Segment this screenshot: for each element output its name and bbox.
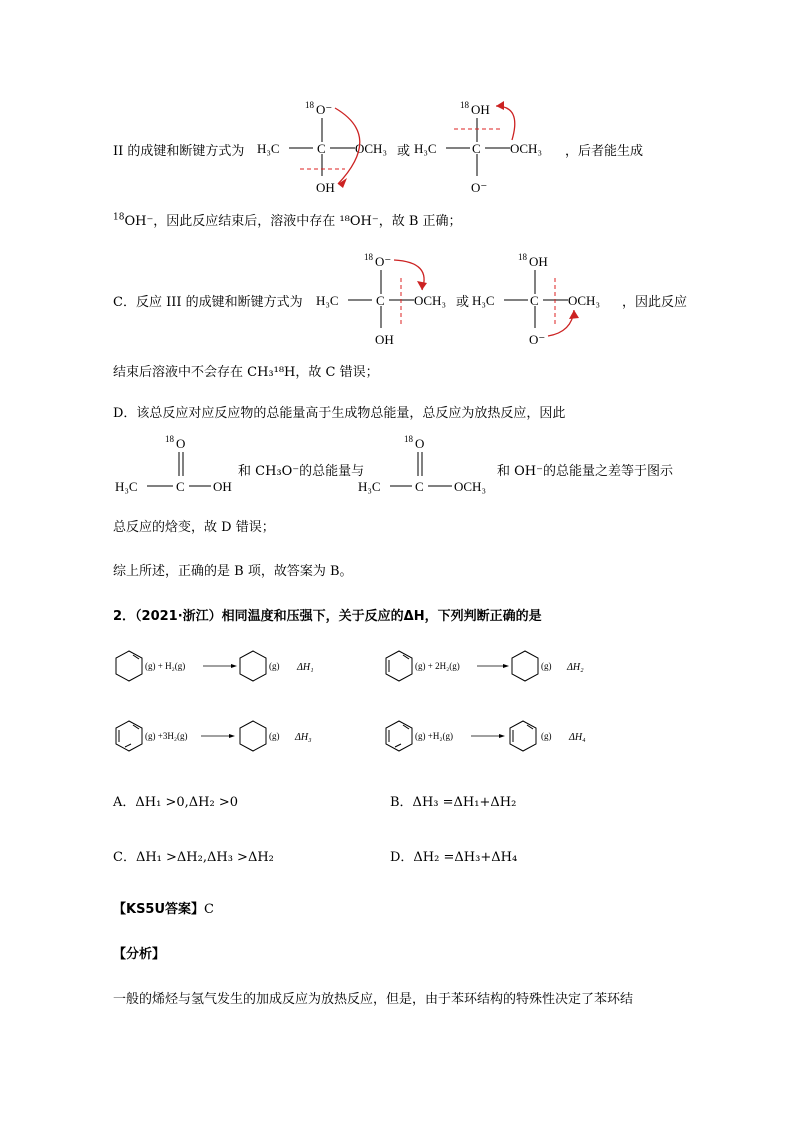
section-ii-line2 <box>113 210 462 229</box>
och3-label: OCH₃ <box>355 141 387 156</box>
svg-text:OCH₃: OCH₃ <box>510 141 542 156</box>
answer-label: 【KS5U答案】 <box>113 902 205 917</box>
svg-text:OH: OH <box>375 332 394 347</box>
analysis-label: 【分析】 <box>113 947 166 962</box>
svg-text:H₃C: H₃C <box>358 479 381 494</box>
svg-text:H₃C: H₃C <box>316 293 339 308</box>
reaction-3 <box>113 718 333 758</box>
svg-text:O: O <box>176 436 186 451</box>
ester-intermediate-structure-2 <box>412 96 562 200</box>
methyl-acetate-o18-structure <box>356 430 506 498</box>
svg-text:18: 18 <box>518 252 527 262</box>
reaction-1-product: (g) <box>269 661 280 671</box>
svg-text:H₃C: H₃C <box>115 479 138 494</box>
reaction-4-dh: ΔH₄ <box>569 732 586 743</box>
reaction-3-lhs: (g) +3H₂(g) <box>145 731 188 741</box>
svg-text:OH: OH <box>213 479 232 494</box>
svg-text:O⁻: O⁻ <box>471 180 488 195</box>
section-c-line2: 结束后溶液中不会存在 CH₃¹⁸H，故 C 错误； <box>113 365 379 380</box>
svg-text:H₃C: H₃C <box>472 293 495 308</box>
o-minus-label: O⁻ <box>316 102 333 117</box>
reaction-1 <box>113 648 333 688</box>
reaction-4-lhs: (g) +H₂(g) <box>415 731 453 741</box>
section-d-line1: D．该总反应对应反应物的总能量高于生成物总能量，总反应为放热反应，因此 <box>113 406 566 421</box>
svg-text:H₃C: H₃C <box>414 141 437 156</box>
reaction-3-dh: ΔH₃ <box>295 732 312 743</box>
reaction-2-lhs: (g) + 2H₂(g) <box>415 661 460 671</box>
answer-value: C <box>204 902 214 917</box>
svg-text:OH: OH <box>529 254 548 269</box>
section-ii-prefix: II 的成键和断键方式为 <box>113 144 245 159</box>
reaction-1-dh: ΔH₁ <box>297 662 314 673</box>
svg-text:O: O <box>415 436 425 451</box>
section-d-mid2: 和 OH⁻的总能量之差等于图示 <box>497 464 673 479</box>
option-d: D．ΔH₂ =ΔH₃+ΔH₄ <box>390 850 518 865</box>
oh-label: OH <box>316 180 335 195</box>
summary-text: 综上所述，正确的是 B 项，故答案为 B。 <box>113 564 353 579</box>
svg-text:O⁻: O⁻ <box>529 332 546 347</box>
section-c-prefix: C．反应 III 的成键和断键方式为 <box>113 295 303 310</box>
svg-text:OCH₃: OCH₃ <box>454 479 486 494</box>
acetic-acid-o18-structure <box>113 430 243 498</box>
reaction-1-lhs: (g) + H₂(g) <box>145 661 186 671</box>
ester-intermediate-structure-1 <box>255 96 395 200</box>
section-ii-line2-sup: 18 <box>113 212 125 223</box>
option-b: B．ΔH₃ =ΔH₁+ΔH₂ <box>390 795 517 810</box>
analysis-text: 一般的烯烃与氢气发生的加成反应为放热反应，但是，由于苯环结构的特殊性决定了苯环结 <box>113 992 634 1007</box>
svg-text:C: C <box>415 479 424 494</box>
reaction-4-product: (g) <box>541 731 552 741</box>
reaction-iii-structure-1 <box>314 248 454 352</box>
svg-text:C: C <box>472 141 481 156</box>
svg-text:C: C <box>530 293 539 308</box>
reaction-4 <box>383 718 623 758</box>
svg-text:OCH₃: OCH₃ <box>568 293 600 308</box>
svg-text:O⁻: O⁻ <box>375 254 392 269</box>
section-ii-line1 <box>113 140 244 159</box>
reaction-2-product: (g) <box>541 661 552 671</box>
question2-title: 2．（2021·浙江）相同温度和压强下，关于反应的ΔH，下列判断正确的是 <box>113 609 542 624</box>
svg-text:OCH₃: OCH₃ <box>414 293 446 308</box>
section-ii-line2-text: OH⁻，因此反应结束后，溶液中存在 ¹⁸OH⁻，故 B 正确； <box>124 214 462 229</box>
reaction-3-product: (g) <box>269 731 280 741</box>
reaction-2 <box>383 648 623 688</box>
svg-text:C: C <box>376 293 385 308</box>
svg-text:OH: OH <box>471 102 490 117</box>
svg-text:18: 18 <box>460 100 469 110</box>
svg-text:18: 18 <box>364 252 373 262</box>
h3c-label: H₃C <box>257 141 280 156</box>
svg-text:C: C <box>176 479 185 494</box>
section-ii-or: 或 <box>397 144 411 159</box>
o18-label: 18 <box>305 100 314 110</box>
svg-text:C: C <box>317 141 326 156</box>
svg-text:18: 18 <box>404 434 413 444</box>
section-d-mid1: 和 CH₃O⁻的总能量与 <box>238 464 365 479</box>
section-d-line3: 总反应的焓变，故 D 错误； <box>113 520 275 535</box>
option-a: A．ΔH₁ >0,ΔH₂ >0 <box>113 795 238 810</box>
reaction-2-dh: ΔH₂ <box>567 662 584 673</box>
section-c-suffix: ，因此反应 <box>622 295 688 310</box>
svg-text:18: 18 <box>165 434 174 444</box>
option-c: C．ΔH₁ >ΔH₂,ΔH₃ >ΔH₂ <box>113 850 274 865</box>
reaction-iii-structure-2 <box>470 248 620 352</box>
section-ii-suffix: ，后者能生成 <box>565 144 644 159</box>
section-c-or: 或 <box>456 295 470 310</box>
section-c-line1 <box>113 291 303 310</box>
answer-line <box>113 898 214 917</box>
